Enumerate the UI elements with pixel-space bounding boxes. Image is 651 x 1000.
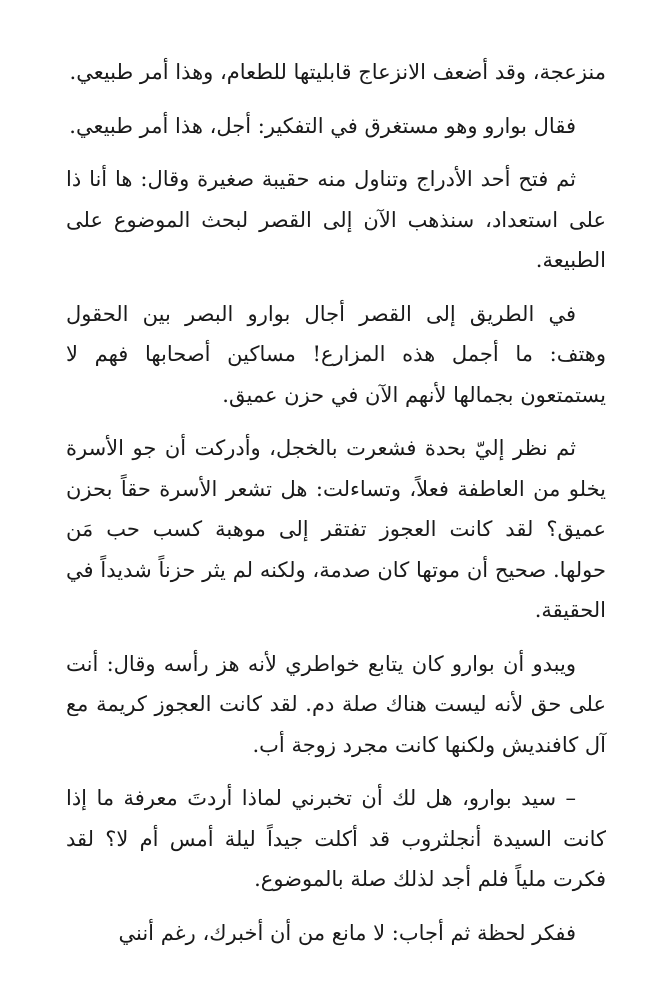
paragraph: فقال بوارو وهو مستغرق في التفكير: أجل، هذا أمر طبيعي. xyxy=(69,113,576,138)
paragraph: في الطريق إلى القصر أجال بوارو البصر بين الحقول وهتف: ما أجمل هذه المزارع! مساكين أصحابها فهم لا يستمتعون بجمالها لأنهم الآن في حزن عميق. xyxy=(66,301,606,407)
paragraph-truncated: ففكر لحظة ثم أجاب: لا مانع من أن أخبرك، رغم أنني xyxy=(118,920,576,945)
book-page xyxy=(66,52,606,966)
paragraph-continuation: منزعجة، وقد أضعف الانزعاج قابليتها للطعام، وهذا أمر طبيعي. xyxy=(69,60,606,84)
paragraph-dialogue: – سيد بوارو، هل لك أن تخبرني لماذا أردتَ معرفة ما إذا كانت السيدة أنجلثروب قد أكلت جيداً ليلة أمس أم لا؟ لقد فكرت ملياً فلم أجد لذلك صلة بالموضوع. xyxy=(66,786,606,891)
paragraph: ويبدو أن بوارو كان يتابع خواطري لأنه هز رأسه وقال: أنت على حق لأنه ليست هناك صلة دم. لقد كانت العجوز كريمة مع آل كافنديش ولكنها كانت مجرد زوجة أب. xyxy=(66,651,606,757)
paragraph: ثم فتح أحد الأدراج وتناول منه حقيبة صغيرة وقال: ها أنا ذا على استعداد، سنذهب الآن إلى القصر لبحث الموضوع على الطبيعة. xyxy=(66,167,606,272)
paragraph: ثم نظر إليّ بحدة فشعرت بالخجل، وأدركت أن جو الأسرة يخلو من العاطفة فعلاً، وتساءلت: هل تشعر الأسرة حقاً بحزن عميق؟ لقد كانت العجوز تفتقر إلى موهبة كسب حب مَن حولها. صحيح أن موتها كان صدمة، ولكنه لم يثر حزناً شديداً في الحقيقة. xyxy=(66,436,606,622)
